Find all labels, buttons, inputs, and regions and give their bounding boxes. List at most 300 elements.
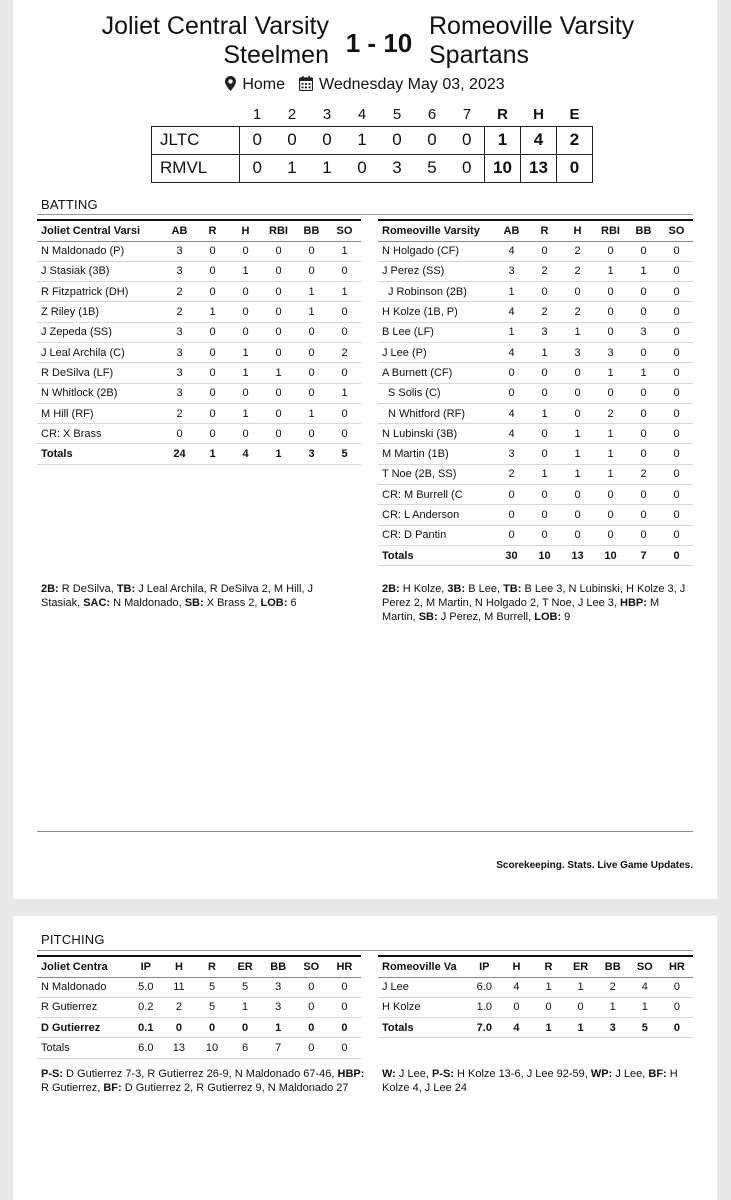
away-team-name [102,12,329,70]
linescore-runs: 10 [485,154,521,182]
stat-column-header: SO [660,220,693,241]
stat-cell: 0 [196,282,229,302]
linescore-header: 1 [252,106,262,124]
totals-cell: 13 [162,1038,195,1058]
stat-cell: 1 [627,363,660,383]
stat-cell: 0 [528,424,561,444]
stat-cell: 0 [495,363,528,383]
stat-cell: 0 [229,282,262,302]
stat-cell: 0 [163,424,196,444]
stat-cell: 3 [495,444,528,464]
stat-cell: 0 [594,505,627,525]
linescore-table [151,104,593,183]
stat-cell: 0 [532,997,564,1017]
player-row [378,424,693,444]
player-name: J Stasiak (3B) [37,261,163,281]
linescore-inning-cell: 0 [275,126,310,154]
pitching-card [13,916,717,1200]
stat-cell: 1 [295,282,328,302]
away-team-name-line2: Steelmen [223,41,329,69]
team-column-header: Joliet Centra [37,956,129,977]
stat-cell: 0 [660,505,693,525]
stat-cell: 0 [627,383,660,403]
stat-cell: 0.2 [129,997,162,1017]
note-text: J Perez, M Burrell, [437,611,535,623]
stat-cell: 1 [528,342,561,362]
totals-cell: 1 [262,444,295,464]
player-row [37,342,361,362]
player-name: A Burnett (CF) [378,363,495,383]
stat-cell: 2 [561,241,594,261]
stat-cell: 2 [561,302,594,322]
stat-cell: 0 [328,997,361,1017]
stat-cell: 1 [594,464,627,484]
stat-cell: 3 [163,241,196,261]
stat-cell: 0 [295,241,328,261]
player-row [378,282,693,302]
stat-cell: 2 [597,977,629,997]
stat-cell: 1 [295,403,328,423]
stat-cell: 3 [163,261,196,281]
stat-cell: 0 [196,363,229,383]
stat-cell: 0 [561,363,594,383]
player-name: R DeSilva (LF) [37,363,163,383]
note-label: WP: [590,1068,613,1080]
stat-cell: 2 [528,302,561,322]
stat-cell: 0 [328,977,361,997]
note-text: 9 [561,611,571,623]
note-label: W: [382,1068,396,1080]
stat-cell: 0 [295,383,328,403]
player-row [378,403,693,423]
totals-row [37,444,361,464]
player-row [37,383,361,403]
note-label: LOB: [260,597,288,609]
player-row [37,282,361,302]
stat-cell: 1 [532,977,564,997]
stat-cell: 0 [295,1018,328,1038]
stat-column-header: AB [495,220,528,241]
stat-cell: 3 [163,322,196,342]
linescore-row [152,126,593,154]
stat-cell: 0 [196,342,229,362]
home-pitching-table [378,955,693,1038]
stat-cell: 0 [660,424,693,444]
stat-cell: 0 [262,424,295,444]
player-row [378,997,693,1017]
player-row [37,424,361,444]
stat-cell: 4 [629,977,661,997]
stat-cell: 0 [196,241,229,261]
player-row [37,241,361,261]
stat-cell: 0 [661,997,693,1017]
stat-column-header: RBI [594,220,627,241]
note-text: R Gutierrez, [41,1082,104,1094]
note-label: TB: [116,583,136,595]
stat-cell: 0 [660,383,693,403]
stat-cell: 0 [196,403,229,423]
totals-cell: 30 [495,545,528,565]
linescore-header: 6 [427,106,437,124]
stat-cell: 0 [561,485,594,505]
player-name: CR: D Pantin [378,525,495,545]
stat-cell: 0 [495,383,528,403]
stat-column-header: SO [328,220,361,241]
player-row [37,363,361,383]
stat-cell: 0 [561,383,594,403]
stat-cell: 0 [328,322,361,342]
stat-cell: 0 [660,241,693,261]
stat-cell: 0 [262,403,295,423]
stat-column-header: AB [163,220,196,241]
totals-row [37,1038,361,1058]
stat-column-header: H [500,956,532,977]
totals-cell: 7.0 [468,1018,500,1038]
stat-cell: 0 [229,1018,262,1038]
stat-cell: 0 [660,485,693,505]
stat-cell: 0 [660,363,693,383]
totals-label: Totals [37,444,163,464]
linescore-hits: 4 [521,126,557,154]
linescore-header: R [497,106,508,124]
player-name: CR: M Burrell (C [378,485,495,505]
player-name: Z Riley (1B) [37,302,163,322]
stat-cell: 1 [328,282,361,302]
away-batting-notes [41,582,351,610]
linescore-header: 5 [392,106,402,124]
stat-cell: 0 [627,342,660,362]
game-location: Home [242,76,286,93]
stat-cell: 0 [295,424,328,444]
note-label: HBP: [337,1068,365,1080]
stat-cell: 0 [495,505,528,525]
linescore-corner [152,104,240,126]
stat-cell: 3 [495,261,528,281]
stat-cell: 0 [195,1018,228,1038]
stat-cell: 0 [495,485,528,505]
totals-cell: 4 [500,1018,532,1038]
note-label: SB: [418,611,438,623]
stat-cell: 0.1 [129,1018,162,1038]
stat-cell: 0 [229,322,262,342]
linescore-inning-cell: 0 [310,126,345,154]
stat-cell: 0 [328,261,361,281]
stat-cell: 3 [262,997,295,1017]
totals-cell: 10 [195,1038,228,1058]
player-name: J Zepeda (SS) [37,322,163,342]
totals-row [378,545,693,565]
stat-cell: 11 [162,977,195,997]
note-text: H Kolze 4, J Lee 24 [382,1068,678,1094]
stat-cell: 0 [627,485,660,505]
player-name: J Leal Archila (C) [37,342,163,362]
stat-cell: 0 [660,525,693,545]
player-name: S Solis (C) [378,383,495,403]
stat-cell: 0 [229,302,262,322]
stat-column-header: HR [661,956,693,977]
stat-cell: 1 [262,1018,295,1038]
linescore-header: 2 [287,106,297,124]
linescore-runs: 1 [485,126,521,154]
stat-column-header: ER [565,956,597,977]
stat-column-header: ER [229,956,262,977]
stat-cell: 0 [262,241,295,261]
note-text: J Leal Archila, R DeSilva 2, M Hill, J Stasiak, [41,583,314,609]
player-row [378,322,693,342]
home-team-name-line2: Spartans [429,41,530,69]
linescore-inning-cell: 1 [345,126,380,154]
stat-cell: 3 [262,977,295,997]
stat-cell: 0 [528,525,561,545]
player-name: N Holgado (CF) [378,241,495,261]
player-name: CR: L Anderson [378,505,495,525]
note-label: P-S: [41,1068,63,1080]
stat-cell: 0 [262,383,295,403]
footer-tagline: Scorekeeping. Stats. Live Game Updates. [496,860,693,871]
player-row [37,997,361,1017]
stat-cell: 0 [328,1018,361,1038]
linescore-errors: 2 [557,126,593,154]
stat-cell: 3 [163,342,196,362]
stat-cell: 0 [500,997,532,1017]
stat-column-header: IP [468,956,500,977]
stat-cell: 2 [163,282,196,302]
note-label: TB: [503,583,522,595]
note-label: BF: [103,1082,122,1094]
stat-cell: 1 [328,241,361,261]
stat-cell: 3 [561,342,594,362]
away-pitching-table [37,955,361,1059]
player-row [378,302,693,322]
stat-cell: 1 [561,464,594,484]
player-name: H Kolze (1B, P) [378,302,495,322]
linescore-inning-cell: 0 [240,154,275,182]
player-name: M Hill (RF) [37,403,163,423]
team-column-header: Romeoville Varsity [378,220,495,241]
stat-cell: 3 [163,383,196,403]
note-text: R DeSilva, [58,583,117,595]
stat-cell: 1.0 [468,997,500,1017]
player-name: R Fitzpatrick (DH) [37,282,163,302]
note-text: J Lee, [395,1068,432,1080]
stat-cell: 1 [295,302,328,322]
stat-cell: 5 [195,977,228,997]
stat-cell: 1 [229,363,262,383]
stat-cell: 0 [262,282,295,302]
linescore-row [152,154,593,182]
stat-cell: 1 [561,322,594,342]
stat-cell: 0 [627,282,660,302]
totals-cell: 7 [627,545,660,565]
stat-cell: 1 [528,403,561,423]
stat-cell: 2 [561,261,594,281]
note-label: 3B: [447,583,466,595]
totals-cell: 10 [594,545,627,565]
linescore-header: 3 [322,106,332,124]
stat-cell: 1 [229,261,262,281]
totals-cell: 6 [229,1038,262,1058]
player-name: J Lee (P) [378,342,495,362]
stat-cell: 0 [660,282,693,302]
player-row [378,241,693,261]
stat-cell: 0 [495,525,528,545]
stat-cell: 0 [295,363,328,383]
stat-cell: 0 [594,525,627,545]
linescore-inning-cell: 0 [240,126,275,154]
note-label: HBP: [620,597,647,609]
away-team-name-line1: Joliet Central Varsity [101,12,329,40]
player-row [37,261,361,281]
stat-cell: 1 [565,977,597,997]
stat-column-header: BB [627,220,660,241]
stat-cell: 2 [627,464,660,484]
calendar-icon [299,76,313,96]
stat-cell: 0 [561,403,594,423]
stat-cell: 0 [229,424,262,444]
team-column-header: Joliet Central Varsi [37,220,163,241]
player-name: M Martin (1B) [378,444,495,464]
stat-cell: 0 [660,444,693,464]
stat-cell: 0 [660,342,693,362]
note-text: H Kolze, [399,583,448,595]
totals-cell: 10 [528,545,561,565]
totals-cell: 24 [163,444,196,464]
totals-cell: 3 [597,1018,629,1038]
stat-cell: 1 [627,261,660,281]
game-header [13,12,717,72]
stat-column-header: SO [295,956,328,977]
stat-column-header: R [196,220,229,241]
note-text: M Martin, [382,597,660,623]
totals-cell: 5 [328,444,361,464]
stat-cell: 2 [495,464,528,484]
player-name: B Lee (LF) [378,322,495,342]
stat-cell: 0 [295,997,328,1017]
player-row [37,977,361,997]
stat-cell: 4 [495,342,528,362]
stat-column-header: BB [262,956,295,977]
totals-cell: 3 [295,444,328,464]
stat-cell: 0 [528,282,561,302]
linescore-team: JLTC [152,126,240,154]
stat-cell: 2 [528,261,561,281]
totals-label: Totals [378,545,495,565]
stat-cell: 0 [528,485,561,505]
player-name: H Kolze [378,997,468,1017]
away-batting-table [37,219,361,465]
boxscore-card [13,0,717,899]
stat-cell: 3 [528,322,561,342]
stat-cell: 1 [528,464,561,484]
stat-cell: 0 [528,505,561,525]
stat-cell: 0 [196,261,229,281]
stat-cell: 0 [565,997,597,1017]
stat-cell: 5 [229,977,262,997]
stat-cell: 3 [627,322,660,342]
totals-cell: 6.0 [129,1038,162,1058]
stat-cell: 2 [328,342,361,362]
stat-column-header: BB [295,220,328,241]
final-score: 1 - 10 [345,28,413,58]
home-team-name [429,12,634,70]
stat-cell: 0 [528,383,561,403]
section-divider [37,950,693,951]
stat-cell: 0 [196,322,229,342]
stat-cell: 0 [328,424,361,444]
stat-cell: 1 [594,261,627,281]
stat-cell: 4 [495,403,528,423]
stat-cell: 4 [500,977,532,997]
totals-cell: 4 [229,444,262,464]
stat-cell: 1 [328,383,361,403]
totals-cell: 0 [661,1018,693,1038]
stat-cell: 0 [661,977,693,997]
footer-divider [37,831,693,832]
stat-cell: 1 [561,424,594,444]
note-text: J Lee, [612,1068,649,1080]
stat-column-header: H [561,220,594,241]
linescore-errors: 0 [557,154,593,182]
stat-column-header: H [162,956,195,977]
linescore-inning-cell: 0 [345,154,380,182]
game-meta [13,76,717,96]
player-row [378,485,693,505]
stat-cell: 1 [561,444,594,464]
note-text: N Maldonado, [110,597,185,609]
note-label: 2B: [41,583,59,595]
pitching-section-title: PITCHING [41,932,105,947]
player-name: J Perez (SS) [378,261,495,281]
player-name: J Robinson (2B) [378,282,495,302]
player-name: T Noe (2B, SS) [378,464,495,484]
away-pitching-notes [41,1067,371,1095]
stat-column-header: R [532,956,564,977]
stat-cell: 1 [229,997,262,1017]
stat-cell: 2 [594,403,627,423]
note-text: B Lee, [465,583,504,595]
note-text: D Gutierrez 7-3, R Gutierrez 26-9, N Maldonado 67-46, [63,1068,338,1080]
stat-cell: 1 [229,403,262,423]
stat-column-header: R [195,956,228,977]
linescore-header: H [533,106,544,124]
stat-cell: 0 [295,261,328,281]
linescore-inning-cell: 0 [415,126,450,154]
stat-cell: 4 [495,302,528,322]
linescore-inning-cell: 0 [380,126,415,154]
stat-cell: 0 [627,241,660,261]
note-label: LOB: [534,611,562,623]
stat-cell: 1 [262,363,295,383]
totals-row [378,1018,693,1038]
player-row [378,464,693,484]
stat-cell: 5.0 [129,977,162,997]
section-divider [37,214,693,215]
player-name: N Lubinski (3B) [378,424,495,444]
linescore-header: E [569,106,580,124]
stat-cell: 4 [495,424,528,444]
stat-cell: 0 [594,322,627,342]
totals-label: Totals [378,1018,468,1038]
stat-cell: 0 [528,241,561,261]
stat-cell: 0 [627,302,660,322]
note-label: 2B: [382,583,400,595]
stat-cell: 0 [627,505,660,525]
player-row [37,1018,361,1038]
player-row [378,505,693,525]
stat-cell: 0 [528,444,561,464]
stat-cell: 0 [229,241,262,261]
stat-cell: 0 [594,241,627,261]
